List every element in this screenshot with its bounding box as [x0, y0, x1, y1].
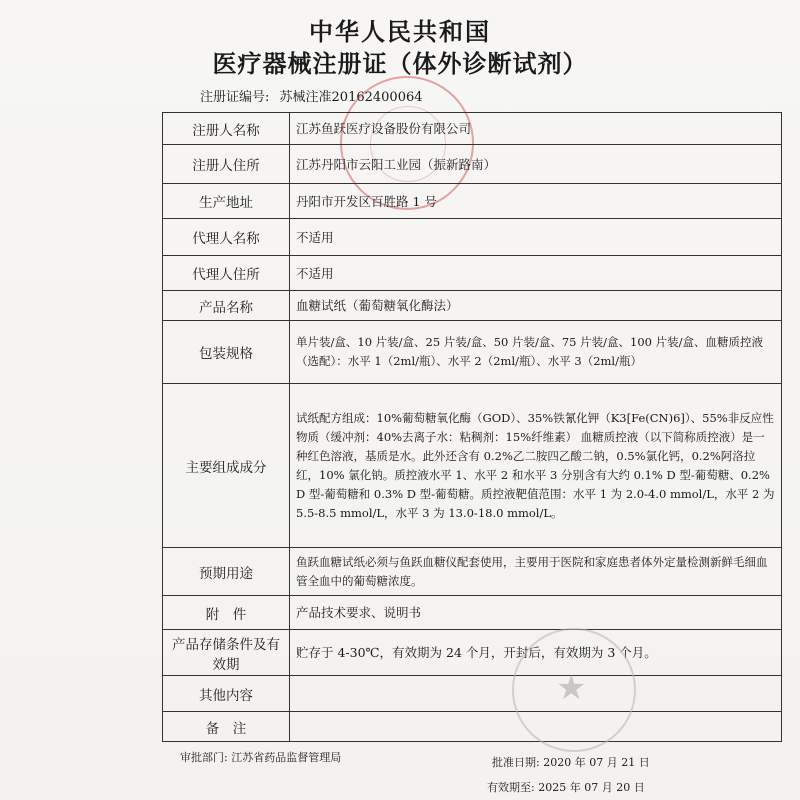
table-row [163, 113, 782, 145]
row-value: 单片装/盒、10 片装/盒、25 片装/盒、50 片装/盒、75 片装/盒、100 片装/盒、血糖质控液（选配）：水平 1（2ml/瓶）、水平 2（2ml/瓶）、水平 3（2ml/瓶） [290, 321, 782, 384]
registration-number-label: 注册证编号: [200, 90, 270, 105]
row-key: 注册人名称 [163, 113, 290, 145]
approver [180, 749, 341, 765]
table-row [163, 145, 782, 184]
valid-until-value: 2025 年 07 月 20 日 [538, 781, 645, 794]
row-key: 产品存储条件及有效期 [163, 630, 290, 676]
certificate-table [162, 112, 782, 742]
table-row [163, 184, 782, 219]
row-key: 代理人住所 [163, 256, 290, 291]
row-key: 代理人名称 [163, 219, 290, 256]
registration-number-value: 苏械注准20162400064 [279, 90, 423, 105]
gray-seal [512, 628, 636, 752]
row-value: 江苏鱼跃医疗设备股份有限公司 [290, 113, 782, 145]
row-value: 鱼跃血糖试纸必须与鱼跃血糖仪配套使用，主要用于医院和家庭患者体外定量检测新鲜毛细血管全血中的葡萄糖浓度。 [290, 548, 782, 596]
approve-date-value: 2020 年 07 月 21 日 [543, 756, 650, 769]
table-row [163, 384, 782, 548]
table-row [163, 712, 782, 742]
approver-value: 江苏省药品监督管理局 [231, 751, 342, 764]
approve-date-label: 批准日期: [492, 756, 540, 769]
row-key: 产品名称 [163, 291, 290, 321]
valid-until [487, 779, 645, 795]
row-value: 血糖试纸（葡萄糖氧化酶法） [290, 291, 782, 321]
row-key: 生产地址 [163, 184, 290, 219]
row-key: 包装规格 [163, 321, 290, 384]
row-value: 江苏丹阳市云阳工业园（振新路南） [290, 145, 782, 184]
approver-label: 审批部门: [180, 751, 228, 764]
table-row [163, 596, 782, 630]
certificate-title: 医疗器械注册证（体外诊断试剂） [212, 49, 588, 78]
row-value: 丹阳市开发区百胜路 1 号 [290, 184, 782, 219]
row-key: 主要组成成分 [163, 384, 290, 548]
row-key: 备 注 [163, 712, 290, 742]
table-row [163, 548, 782, 596]
approve-date [492, 754, 650, 770]
table-row [163, 256, 782, 291]
row-key: 附 件 [163, 596, 290, 630]
country-heading: 中华人民共和国 [309, 17, 491, 46]
row-value: 试纸配方组成：10%葡萄糖氧化酶（GOD）、35%铁氰化钾（K3[Fe(CN)6]）、55%非反应性物质（缓冲剂：40%去离子水：粘稠剂：15%纤维素） 血糖质控液（以下简称质控液）是一种红色溶液，基质是水。此外还含有 0.2%乙二胺四乙酸二钠，0.5%氯化钙，0.2%阿洛拉红，10% 氯化钠。质控液水平 1、水平 2 和水平 3 分别含有大约 0.1% D 型-葡萄糖、0.2% D 型-葡萄糖和 0.3% D 型-葡萄糖。质控液靶值范围：水平 1 为 2.0-4.0 mmol/L，水平 2 为 5.5-8.5 mmol/L，水平 3 为 13.0-18.0 mmol/L。 [290, 384, 782, 548]
table-row [163, 321, 782, 384]
row-key: 注册人住所 [163, 145, 290, 184]
table-row [163, 291, 782, 321]
table-row [163, 676, 782, 712]
row-key: 其他内容 [163, 676, 290, 712]
table-row [163, 219, 782, 256]
row-key: 预期用途 [163, 548, 290, 596]
star-icon: ★ [556, 668, 587, 708]
row-value: 产品技术要求、说明书 [290, 596, 782, 630]
row-value: 不适用 [290, 219, 782, 256]
table-row [163, 630, 782, 676]
row-value: 不适用 [290, 256, 782, 291]
row-value: 贮存于 4-30℃，有效期为 24 个月，开封后，有效期为 3 个月。 [290, 630, 782, 676]
valid-until-label: 有效期至: [487, 781, 535, 794]
